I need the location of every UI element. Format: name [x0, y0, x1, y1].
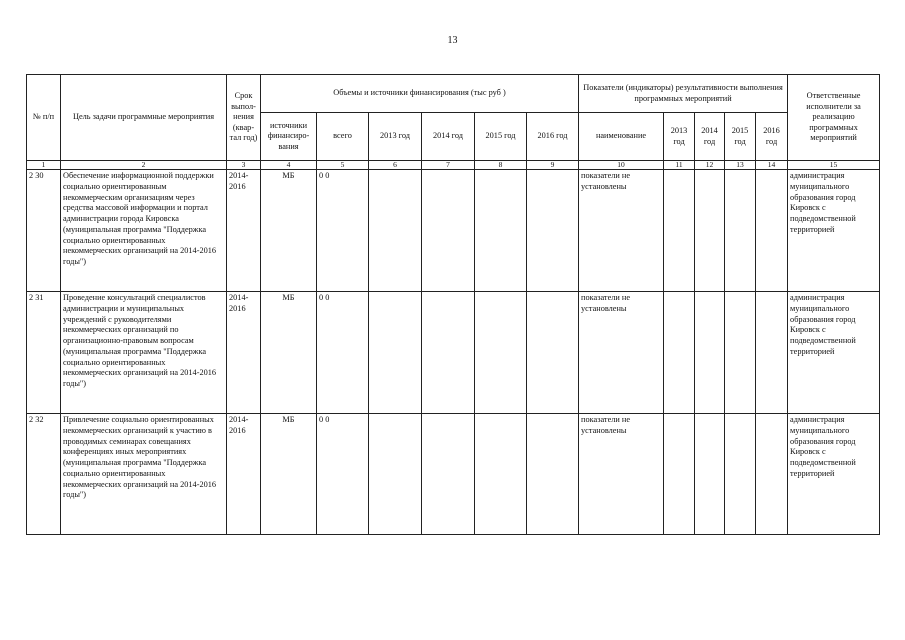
program-measures-table [26, 74, 880, 535]
column-number: 11 [664, 161, 695, 170]
row-2014 [422, 292, 475, 414]
row-term: 2014-2016 [227, 292, 261, 414]
row-2016 [527, 170, 579, 292]
row-indicator-2016 [756, 292, 788, 414]
row-2016 [527, 414, 579, 535]
row-responsible: администрация муниципального образования город Кировск с подведомственной территорией [788, 170, 880, 292]
header-sources: источники финансиро-вания [261, 113, 317, 161]
row-indicator-2015 [725, 414, 756, 535]
header-financing: Объемы и источники финансирования (тыс руб ) [261, 75, 579, 113]
row-2015 [475, 170, 527, 292]
row-indicator-2013 [664, 292, 695, 414]
header-indicators: Показатели (индикаторы) результативности выполнения программных мероприятий [579, 75, 788, 113]
row-num: 2 31 [27, 292, 61, 414]
row-term: 2014-2016 [227, 170, 261, 292]
row-indicator-2014 [695, 170, 725, 292]
column-number: 12 [695, 161, 725, 170]
row-2016 [527, 292, 579, 414]
row-indicator-2013 [664, 414, 695, 535]
header-term: Срок выпол-нения (квар-тал год) [227, 75, 261, 161]
row-responsible: администрация муниципального образования город Кировск с подведомственной территорией [788, 414, 880, 535]
column-number: 3 [227, 161, 261, 170]
row-num: 2 32 [27, 414, 61, 535]
row-2014 [422, 414, 475, 535]
row-source: МБ [261, 414, 317, 535]
row-2015 [475, 414, 527, 535]
row-indicator-2015 [725, 292, 756, 414]
column-number: 8 [475, 161, 527, 170]
row-indicator: показатели не установлены [579, 170, 664, 292]
row-indicator: показатели не установлены [579, 292, 664, 414]
row-total: 0 0 [317, 292, 369, 414]
row-goal: Привлечение социально ориентированных некоммерческих организаций к участию в проводимых семинарах совещаниях конференциях иных мероприятиях (муниципальная программа "Поддержка социально ориентированных некоммерческих организаций на 2014-2016 годы") [61, 414, 227, 535]
header-2016: 2016 год [527, 113, 579, 161]
header-indicator-2013: 2013 год [664, 113, 695, 161]
column-number: 10 [579, 161, 664, 170]
row-num: 2 30 [27, 170, 61, 292]
row-goal: Обеспечение информационной поддержки социально ориентированным некоммерческим организациям через средства массовой информации и портал администрации города Кировска (муниципальная программа "Поддержка социально ориентированных некоммерческих организаций на 2014-2016 годы") [61, 170, 227, 292]
header-indicator-2014: 2014 год [695, 113, 725, 161]
column-number: 6 [369, 161, 422, 170]
header-row-top [27, 75, 880, 113]
table-row [27, 170, 880, 292]
header-total: всего [317, 113, 369, 161]
header-indicator-name: наименование [579, 113, 664, 161]
row-indicator: показатели не установлены [579, 414, 664, 535]
column-number: 7 [422, 161, 475, 170]
column-number: 14 [756, 161, 788, 170]
row-indicator-2016 [756, 170, 788, 292]
row-2015 [475, 292, 527, 414]
column-number: 1 [27, 161, 61, 170]
row-2013 [369, 292, 422, 414]
header-indicator-2015: 2015 год [725, 113, 756, 161]
row-source: МБ [261, 292, 317, 414]
header-2014: 2014 год [422, 113, 475, 161]
row-indicator-2014 [695, 292, 725, 414]
row-term: 2014-2016 [227, 414, 261, 535]
row-2013 [369, 414, 422, 535]
row-2013 [369, 170, 422, 292]
header-2015: 2015 год [475, 113, 527, 161]
row-indicator-2013 [664, 170, 695, 292]
row-source: МБ [261, 170, 317, 292]
header-num: № п/п [27, 75, 61, 161]
table-row [27, 292, 880, 414]
row-indicator-2016 [756, 414, 788, 535]
header-indicator-2016: 2016 год [756, 113, 788, 161]
table-row [27, 414, 880, 535]
row-responsible: администрация муниципального образования город Кировск с подведомственной территорией [788, 292, 880, 414]
column-number: 13 [725, 161, 756, 170]
column-number: 9 [527, 161, 579, 170]
row-indicator-2014 [695, 414, 725, 535]
row-total: 0 0 [317, 414, 369, 535]
column-number: 5 [317, 161, 369, 170]
page-number: 13 [447, 35, 458, 46]
row-goal: Проведение консультаций специалистов администрации и муниципальных учреждений с руководителями некоммерческих организаций по организационно-правовым вопросам (муниципальная программа "Поддержка социально ориентированных некоммерческих организаций на 2014-2016 годы") [61, 292, 227, 414]
column-number: 4 [261, 161, 317, 170]
row-total: 0 0 [317, 170, 369, 292]
column-number: 15 [788, 161, 880, 170]
header-2013: 2013 год [369, 113, 422, 161]
header-goal: Цель задачи программные мероприятия [61, 75, 227, 161]
header-responsible: Ответственные исполнители за реализацию программных мероприятий [788, 75, 880, 161]
column-number-row [27, 161, 880, 170]
column-number: 2 [61, 161, 227, 170]
row-indicator-2015 [725, 170, 756, 292]
row-2014 [422, 170, 475, 292]
